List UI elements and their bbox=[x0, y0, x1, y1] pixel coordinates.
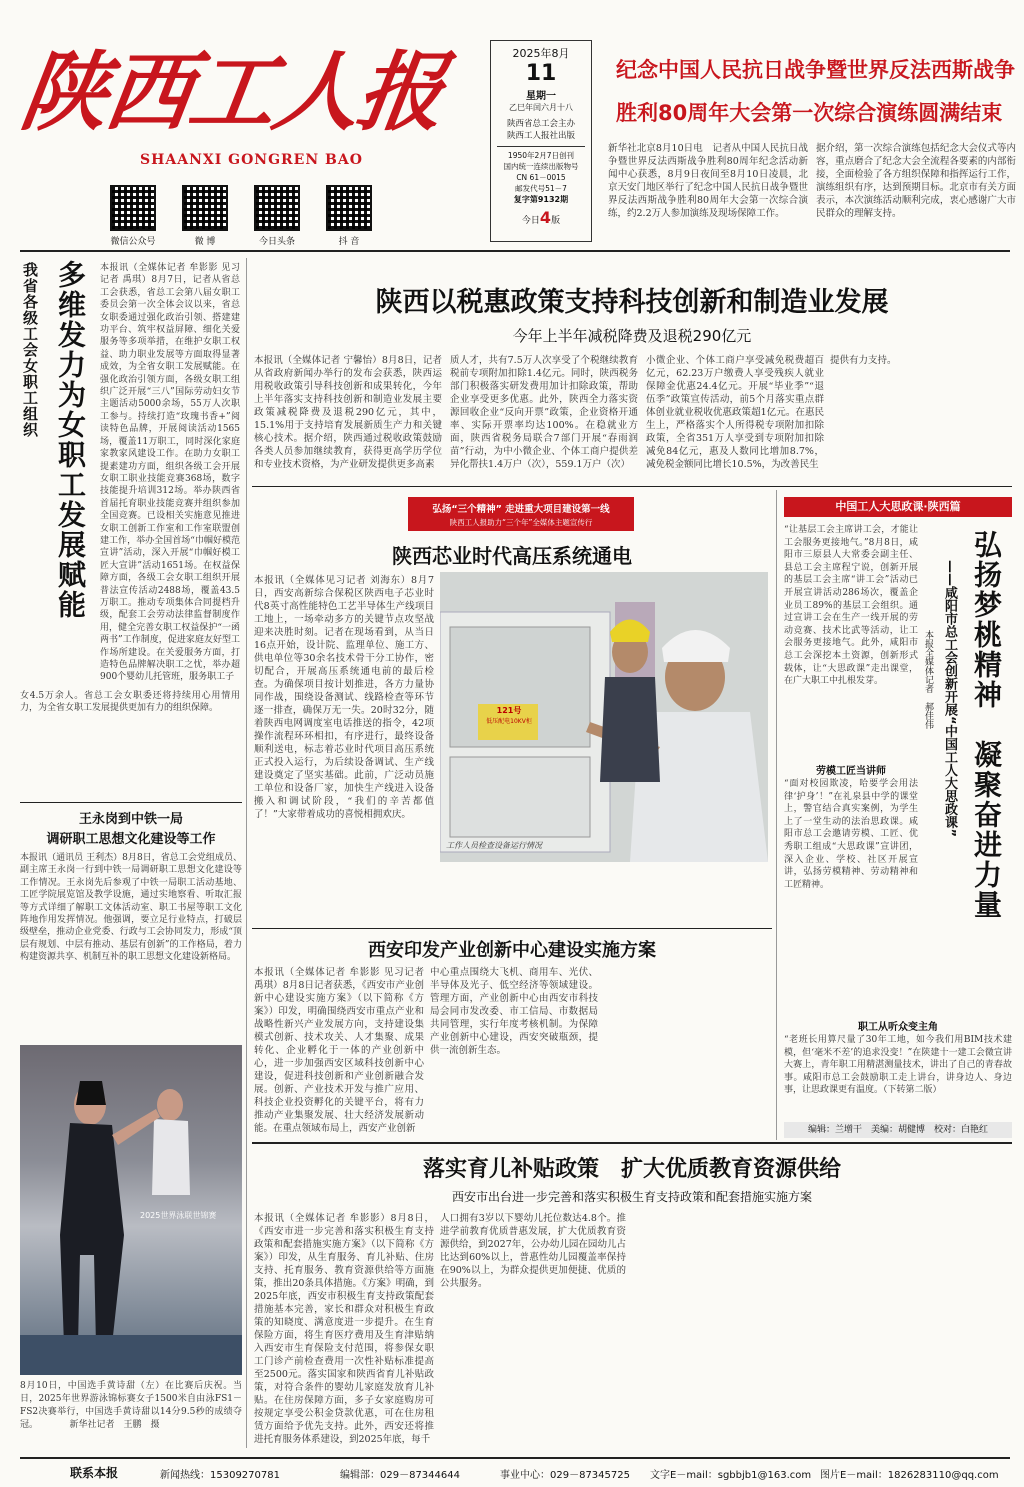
chip-photo bbox=[440, 572, 768, 862]
date-day: 11 bbox=[525, 61, 557, 86]
left-col-separator bbox=[246, 258, 247, 1448]
qr-toutiao-icon[interactable] bbox=[254, 185, 300, 231]
publisher: 陕西工人报社出版 bbox=[506, 131, 575, 141]
lead-headline-2: 胜利80周年大会第一次综合演练圆满结束 bbox=[616, 101, 1003, 125]
column-body-2b bbox=[784, 962, 1012, 1014]
date-weekday: 星期一 bbox=[526, 91, 556, 102]
swim-photo bbox=[20, 1045, 242, 1375]
banner-line-1: 弘扬“三个精神” 走进重大项目建设第一线 bbox=[432, 504, 610, 515]
qr-wechat-icon[interactable] bbox=[110, 185, 156, 231]
founded: 1950年2月7日创刊 bbox=[507, 151, 575, 160]
childcare-body-col1: 本报讯（全媒体记者 牟影影）8月8日，《西安市进一步完善和落实积极生育支持政策和配套措施实施方案》（以下简称《方案》）印发，从生育服务、育儿补贴、住房支持、托育服务、教育资源供给等方面施策，推出20条具体措施。《方案》明确，到2025年底，西安市积极生育支持政策配套措施基本完善，家长和群众对积极生育政策的知晓度、满意度进一步提升。在生育保险方面，将生育医疗费用及生育津贴纳入西安市生育保险支付范围，将参保女职工门诊产前检查费用一次性补贴标准提高至2500元。落实国家和陕西省育儿补贴政策，对符合条件的婴幼儿家庭发放育儿补贴。在住房保障方面，多子女家庭购房可按规定享受公积金贷款优惠，可在住房租赁方面给予优先支持。此外，西安还将推进托育服务体系建设，到2025年底，每千 bbox=[254, 1213, 434, 1445]
footer-editorial: 编辑部：029－87344644 bbox=[340, 1470, 460, 1481]
footer bbox=[20, 1462, 1010, 1482]
column-headline: 弘扬梦桃精神 凝聚奋进力量 bbox=[970, 530, 1003, 920]
childcare-body-col2: 人口拥有3岁以下婴幼儿托位数达4.8个。推进学前教育优质普惠发展，扩大优质教育资源供给，到2027年，公办幼儿园在园幼儿占比达到60%以上，普惠性幼儿园覆盖率保持在90%以上，为群众提供更加便捷、优质的公共服务。 bbox=[440, 1213, 626, 1289]
chip-body-col2 bbox=[440, 866, 600, 926]
issue-number: 复字第9132期 bbox=[513, 195, 569, 204]
column-sub-1: 劳模工匠当讲师 bbox=[816, 766, 886, 777]
column-byline: 本报全媒体记者 郝佳伟 bbox=[923, 630, 933, 729]
masthead-title: 陕西工人报 bbox=[14, 42, 450, 143]
qr-label-douyin: 抖 音 bbox=[338, 237, 360, 247]
chip-rule bbox=[252, 928, 772, 929]
xian-headline: 西安印发产业创新中心建设实施方案 bbox=[368, 940, 656, 961]
footer-business: 事业中心：029－87345725 bbox=[500, 1470, 630, 1481]
qr-weibo-icon[interactable] bbox=[182, 185, 228, 231]
column-body-3: “老班长用算尺量了30年工地，如今我们用BIM技术建模，但‘毫米不差’的追求没变！”在陕建十一建工会微宣讲大赛上，青年职工用精湛测量技术，讲出了自己的青春故事。咸阳市总工会鼓励职工走上讲台，讲身边人、身边事，让思政课更有温度。（下转第二版） bbox=[784, 1035, 1012, 1096]
left-story-body-lower: 女4.5万余人。省总工会女职委还将持续用心用情用力，为全省女职工发展提供更加有力的组织保障。 bbox=[20, 691, 240, 714]
postal-code: 邮发代号51－7 bbox=[515, 184, 567, 193]
childcare-rule bbox=[252, 1142, 1012, 1144]
column-body-1: “让基层工会主席讲工会，才能让工会服务更接地气。”8月8日，咸阳市三原县人大常委会副主任、县总工会主席程宁说，创新开展的基层工会主席“讲工会”活动已开展宣讲活动286场次，覆盖企业员工89%的基层工会组织。通过宣讲工会在生产一线开展的劳动竞赛、技术比武等活动，让工会服务更接地气。此外，咸阳市总工会深挖本土资源，创新形式载体，让“大思政课”走出课堂，在广大职工中扎根发芽。 bbox=[784, 525, 918, 687]
masthead-pinyin: SHAANXI GONGREN BAO bbox=[140, 152, 363, 168]
chip-body-col3 bbox=[606, 866, 770, 926]
main-body-col4: 提供有力支持。 bbox=[830, 355, 897, 366]
footer-text-email: 文字E－mail：sgbbjb1@163.com bbox=[650, 1470, 812, 1481]
page-count: 今日4版 bbox=[521, 208, 561, 227]
swim-photo-caption: 8月10日，中国选手黄诗甜（左）在比赛后庆祝。当日，2025年世界游泳锦标赛女子1500米自由泳FS1－FS2决赛举行，中国选手黄诗甜以14分9.5秒的成绩夺冠。 新华社记者 王鹏 摄 bbox=[20, 1381, 242, 1430]
main-body-col1: 本报讯（全媒体记者 宁馨怡）8月8日，记者从省政府新闻办举行的发布会获悉，陕西运用税收政策引导科技创新和成果转化，今年上半年落实支持科技创新和制造业发展主要政策减税降费及退税290亿元，其中，15.1%用于支持培育发展新质生产力和关键核心技术。据介绍，陕西通过税收政策鼓励各类人员参加继续教育，获得更高学历学位和专业技术资格，为产业研发提供更多高素 bbox=[254, 355, 442, 470]
main-body-col3: 小微企业、个体工商户享受减免税费超百亿元，62.23万户缴费人享受残疾人就业保障金优惠24.4亿元。开展“毕业季”“退伍季”政策宣传活动，前5个月落实重点群体创业就业税收优惠政策超1亿元。在惠民生上，严格落实个人所得税专项附加扣除政策，全省351万人享受到专项附加扣除减免84亿元，惠及人数同比增加8.7%，减免税金额同比增长10.5%，为改善民生 bbox=[646, 355, 824, 470]
lead-headline-1: 纪念中国人民抗日战争暨世界反法西斯战争 bbox=[616, 58, 1015, 82]
date-box bbox=[490, 40, 592, 242]
project-banner bbox=[408, 497, 634, 531]
masthead-rule bbox=[20, 250, 1010, 252]
left-sub-headline-2: 调研职工思想文化建设等工作 bbox=[46, 832, 216, 847]
right-col-separator bbox=[776, 490, 777, 1140]
chip-headline: 陕西芯业时代高压系统通电 bbox=[392, 544, 632, 568]
left-sub-body: 本报讯（通讯员 王利杰）8月8日，省总工会党组成员、副主席王永岗一行到中铁一局调研职工思想文化建设等工作情况。王永岗先后参观了中铁一局职工活动基地、工匠学院展览馆及教学设施，通过实地察看、听取汇报等方式详细了解职工文体活动室、职工书屋等职工文化阵地作用发挥情况。他强调，要立足行业特点，打破层级壁垒，推动企业党委、行政与工会协同发力，形成“顶层有规划、中层有推动、基层有创新”的工作格局，着力构建资源共享、机制互补的职工思想文化建设新格局。 bbox=[20, 853, 242, 963]
main-body-col2: 质人才，共有7.5万人次享受了个税继续教育税前专项附加扣除1.4亿元。同时，陕西税务部门积极落实研发费用加计扣除政策，帮助企业享受更多优惠。此外，陕西全力落实资源回收企业“反向开票”政策，企业资格开通率、实际开票率均达100%。在稳就业方面，陕西省税务局联合7部门开展“春雨润苗”行动，为中小微企业、个体工商户提供差异化帮扶1.4万户（次），559.1万户（次） bbox=[450, 355, 638, 470]
chip-photo-caption: 工作人员检查设备运行情况 bbox=[446, 841, 542, 850]
main-rule bbox=[252, 486, 1012, 487]
xian-body-col1: 本报讯（全媒体记者 牟影影 见习记者 禹琪）8月8日记者获悉，《西安市产业创新中心建设实施方案》（以下简称《方案》）印发，明确围绕西安市重点产业和战略性新兴产业发展方向，支持建设集模式创新、技术攻关、人才集聚、成果转化、企业孵化于一体的产业创新中心，进一步加强西安区域科技创新中心建设，促进科技创新和产业创新融合发展。创新、产业技术开发与推广应用、科技企业投资孵化的关键平台，将有力推动产业集聚发展、壮大经济发展新动能。在重点领域布局上，西安产业创新 bbox=[254, 967, 424, 1134]
childcare-headline: 落实育儿补贴政策 扩大优质教育资源供给 bbox=[422, 1157, 841, 1182]
main-headline: 陕西以税惠政策支持科技创新和制造业发展 bbox=[375, 287, 889, 318]
footer-label: 联系本报 bbox=[70, 1466, 119, 1480]
banner-line-2: 陕西工人报助力“三个年”全媒体主题宣传行 bbox=[449, 518, 593, 527]
cn-number: CN 61－0015 bbox=[516, 173, 566, 182]
column-sub-2: 职工从听众变主角 bbox=[858, 1022, 938, 1033]
childcare-subhead: 西安市出台进一步完善和落实积极生育支持政策和配套措施实施方案 bbox=[451, 1190, 812, 1204]
childcare-body-col4 bbox=[824, 1212, 1012, 1452]
footer-rule bbox=[20, 1457, 1010, 1459]
left-story-headline: 多维发力为女职工发展赋能 bbox=[54, 260, 87, 620]
qr-label-toutiao: 今日头条 bbox=[258, 237, 295, 247]
chip-body-col1: 本报讯（全媒体见习记者 刘海东）8月7日，西安高新综合保税区陕西电子芯业时代8英寸高性能特色工艺半导体生产线项目工地上，一场牵动多方的关键节点攻坚战迎来决胜时刻。记者在现场看到，从当日16点开始，设计院、监理单位、施工方、供电单位等30余名技术骨干分工协作，密切配合，开展高压系统通电前的最后检查。为确保项目按计划推进，各方力量协同作战，围绕设备测试、线路检查等环节逐一排查，确保万无一失。20时32分，随着陕西电网调度室电话推送的指令，42项操作流程环环相扣，有序进行，最终设备顺利送电，标志着芯业时代项目高压系统正式投入运行，为后续设备调试、生产线建设奠定了坚实基础。此前，广泛动员施工单位和设备厂家，加快生产线进入设备搬入和调试阶段，“我们的辛苦都值了！”大家带着成功的喜悦相拥欢庆。 bbox=[254, 575, 434, 820]
column-editors: 编辑：兰增干 美编：胡健博 校对：白艳红 bbox=[784, 1122, 1012, 1138]
sign-text-2: 低压配电10KV柜 bbox=[486, 718, 532, 725]
xian-body-col2: 中心重点围绕大飞机、商用车、光伏、半导体及光子、低空经济等领域建设。管理方面，产业创新中心由西安市科技局会同市发改委、市工信局、市数据局共同管理，实行年度考核机制。为保障产业创新中心建设，西安突破瓶颈，提供一流创新生态。 bbox=[430, 967, 598, 1056]
qr-douyin-icon[interactable] bbox=[326, 185, 372, 231]
masthead bbox=[0, 0, 1024, 248]
left-sub-headline-1: 王永岗到中铁一局 bbox=[78, 812, 183, 827]
left-divider bbox=[20, 802, 242, 803]
swim-banner-text: 2025世界泳联世锦赛 bbox=[140, 1211, 217, 1220]
swimmer-figure bbox=[20, 1045, 242, 1375]
childcare-body-col3 bbox=[632, 1212, 818, 1452]
sponsor: 陕西省总工会主办 bbox=[506, 119, 575, 129]
column-tag: 中国工人大思政课·陕西篇 bbox=[784, 497, 1012, 517]
left-story-body: 本报讯（全媒体记者 牟影影 见习记者 禹琪）8月7日，记者从省总工会获悉，省总工会第八届女职工委员会第一次全体会议以来，省总女职委通过强化政治引领、搭建建功平台、筑牢权益屏障、细化关爱服务等多项举措，在维护女职工权益、助力职业发展等方面取得显著成效，为全省女职工发展赋能。在强化政治引领方面，各级女职工组织广泛开展“三八”国际劳动妇女节主题活动5000余场，55万人次职工参与。持续打造“玫瑰书香+”阅读特色品牌，开展阅读活动1565场，覆盖11万职工，同时深化家庭家教家风建设工作。在助力女职工提素建功方面，组织各级工会开展女职工职业技能竞赛368场，数字技能提升培训312场。举办陕西省首届托育职业技能竞赛并组织参加全国竞赛。已设相关实施意见推进女职工创新工作室和工作室联盟创建工作，举办全国首场“巾帼好模范宣讲”活动，深入开展“巾帼好模工匠大宣讲”活动1651场。在权益保障方面，各级工会女职工组织开展普法宣传活动2488场，覆盖43.5万职工。推动专项集体合同提档升级，配套工会劳动法律监督制度作用，健全完善女职工权益保护“一函两书”工作制度，促进家庭友好型工作场所建设。在关爱服务方面，打造特色品牌解决职工之忧，举办超900个婴幼儿托管班，服务职工子 bbox=[100, 263, 240, 683]
xian-body-col3 bbox=[604, 966, 772, 1134]
equipment-sign bbox=[480, 705, 538, 725]
left-story-subhead: 我省各级工会女职工组织 bbox=[21, 262, 39, 438]
serial-label: 国内统一连续出版物号 bbox=[503, 162, 579, 171]
qr-label-weibo: 微 博 bbox=[194, 237, 216, 247]
column-body-2: “面对校园欺凌，哈要学会用法律‘护身’！”在礼泉县中学的课堂上，警官结合真实案例，为学生上了一堂生动的法治思政课。咸阳市总工会邀请劳模、工匠、优秀职工组成“大思政课”宣讲团，深入企业、学校、社区开展宣讲，弘扬劳模精神、劳动精神和工匠精神。 bbox=[784, 779, 918, 890]
qr-label-wechat: 微信公众号 bbox=[110, 237, 156, 247]
column-subhead: ——咸阳市总工会创新开展“中国工人大思政课” bbox=[942, 560, 957, 838]
date-lunar: 乙巳年闰六月十八 bbox=[509, 103, 573, 112]
lead-body-col2: 据介绍，第一次综合演练包括纪念大会仪式等内容，重点磨合了纪念大会全流程各要素的内部衔接，全面检验了各方组织保障和指挥运行工作，演练组织有序，达到预期目标。北京市有关方面表示，本次演练活动顺利完成，衷心感谢广大市民群众的理解支持。 bbox=[816, 143, 1016, 219]
main-subhead: 今年上半年减税降费及退税290亿元 bbox=[512, 327, 752, 345]
lead-body-col1: 新华社北京8月10日电 记者从中国人民抗日战争暨世界反法西斯战争胜利80周年纪念活动新闻中心获悉，8月9日夜间至8月10日凌晨，北京天安门地区举行了纪念中国人民抗日战争暨世界反法西斯战争胜利80周年大会第一次综合演练，约2.2万人参加演练及现场保障工作。 bbox=[608, 143, 808, 219]
footer-photo-email: 图片E－mail：1826283110@qq.com bbox=[820, 1470, 999, 1481]
footer-hotline: 新闻热线：15309270781 bbox=[160, 1470, 280, 1481]
date-year-month: 2025年8月 bbox=[512, 47, 570, 60]
sign-text-1: 121号 bbox=[496, 706, 522, 715]
